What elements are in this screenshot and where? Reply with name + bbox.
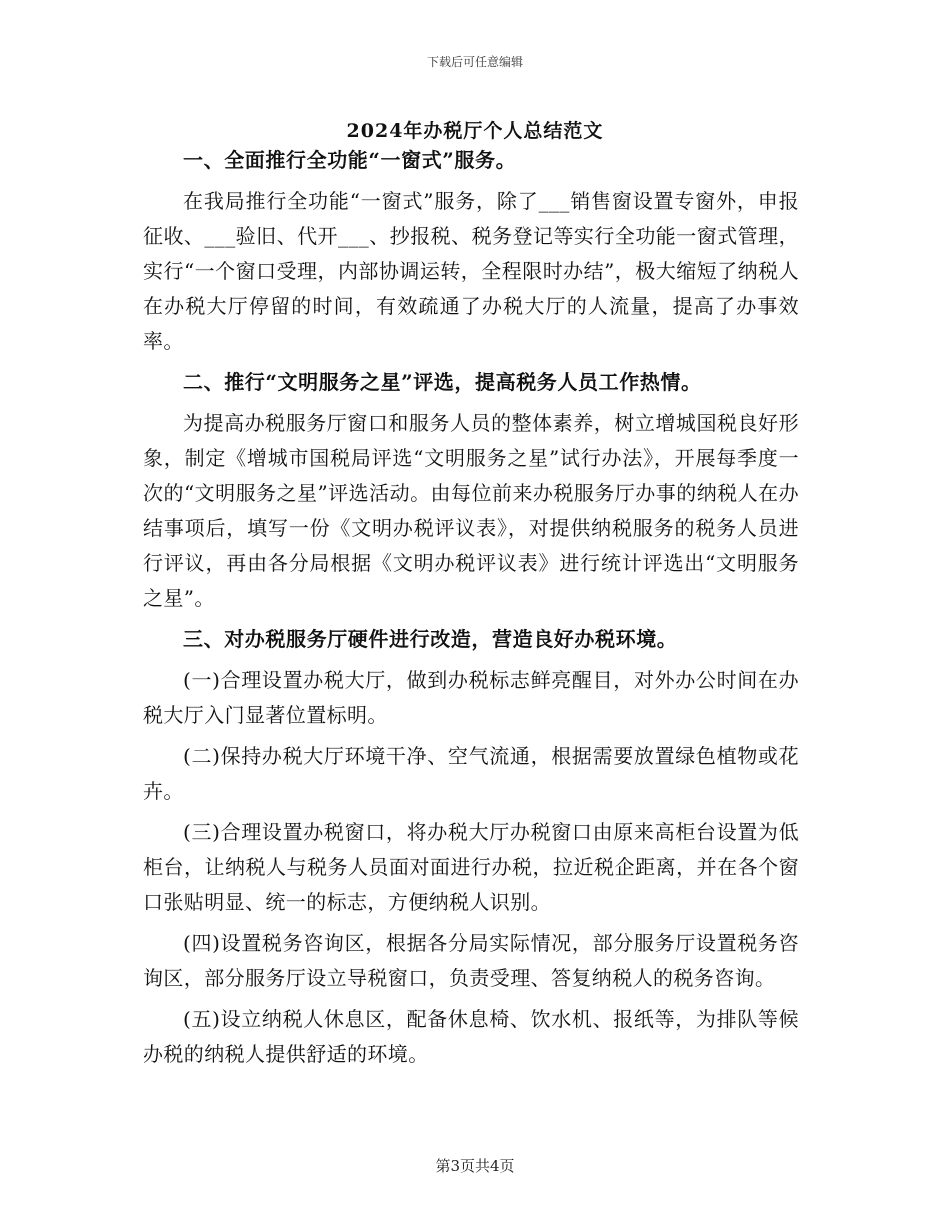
- list-item-5: (五)设立纳税人休息区，配备休息椅、饮水机、报纸等，为排队等候办税的纳税人提供舒适的环境。: [143, 1007, 799, 1066]
- document-body: [143, 143, 799, 1078]
- page-number-footer: 第3页共4页: [435, 1157, 515, 1175]
- paragraph-1: 在我局推行全功能“一窗式”服务，除了___销售窗设置专窗外，申报征收、___验旧、代开___、抄报税、税务登记等实行全功能一窗式管理，实行“一个窗口受理，内部协调运转，全程限时办结”，极大缩短了纳税人在办税大厅停留的时间，有效疏通了办税大厅的人流量，提高了办事效率。: [143, 189, 799, 353]
- list-item-1: (一)合理设置办税大厅，做到办税标志鲜亮醒目，对外办公时间在办税大厅入门显著位置标明。: [143, 668, 799, 727]
- paragraph-2: 为提高办税服务厅窗口和服务人员的整体素养，树立增城国税良好形象，制定《增城市国税局评选“文明服务之星”试行办法》，开展每季度一次的“文明服务之星”评选活动。由每位前来办税服务厅办事的纳税人在办结事项后，填写一份《文明办税评议表》，对提供纳税服务的税务人员进行评议，再由各分局根据《文明办税评议表》进行统计评选出“文明服务之星”。: [143, 411, 799, 610]
- list-item-3: (三)合理设置办税窗口，将办税大厅办税窗口由原来高柜台设置为低柜台，让纳税人与税务人员面对面进行办税，拉近税企距离，并在各个窗口张贴明显、统一的标志，方便纳税人识别。: [143, 820, 799, 914]
- header-note: 下载后可任意编辑: [426, 55, 523, 69]
- list-item-2: (二)保持办税大厅环境干净、空气流通，根据需要放置绿色植物或花卉。: [143, 744, 799, 803]
- document-title: 2024年办税厅个人总结范文: [346, 120, 604, 142]
- section-heading-2: 二、推行“文明服务之星”评选，提高税务人员工作热情。: [183, 370, 702, 394]
- section-heading-1: 一、全面推行全功能“一窗式”服务。: [183, 148, 517, 172]
- section-heading-3: 三、对办税服务厅硬件进行改造，营造良好办税环境。: [183, 627, 678, 651]
- list-item-4: (四)设置税务咨询区，根据各分局实际情况，部分服务厅设置税务咨询区，部分服务厅设立导税窗口，负责受理、答复纳税人的税务咨询。: [143, 931, 799, 990]
